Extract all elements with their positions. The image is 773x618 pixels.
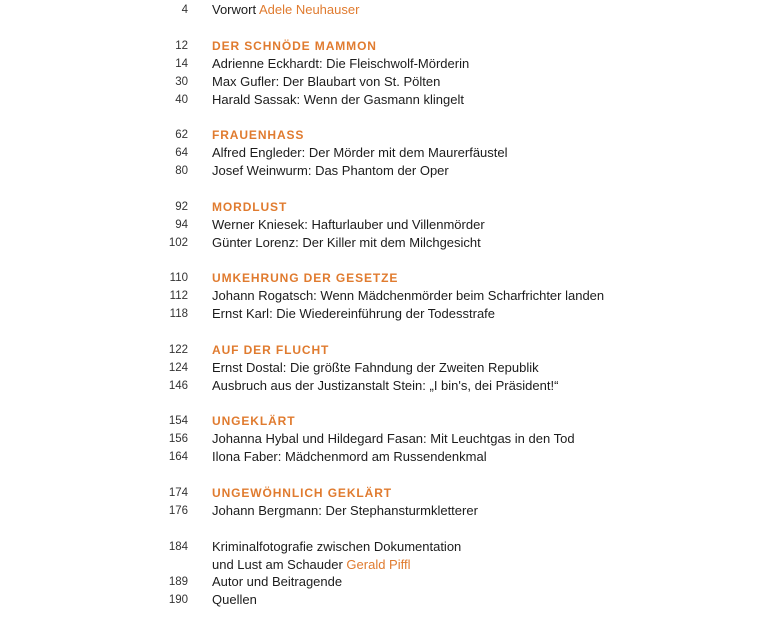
toc-title-text: Alfred Engleder: Der Mörder mit dem Maurerfäustel [212,145,508,160]
toc-section-heading [212,412,295,430]
toc-entry-title [212,234,481,252]
toc-page-number: 164 [168,451,188,463]
toc-title-text: DER SCHNÖDE MAMMON [212,39,377,53]
toc-page-number: 156 [168,433,188,445]
toc-section-heading [212,198,287,216]
toc-title-text: Johanna Hybal und Hildegard Fasan: Mit Leuchtgas in den Tod [212,431,575,446]
toc-entry-title [212,502,478,520]
toc-section-heading [212,126,304,144]
toc-title-text: Werner Kniesek: Hafturlauber und Villenmörder [212,217,485,232]
toc-page-number: 94 [175,219,188,231]
toc-title-text: Vorwort [212,2,259,17]
toc-title-text: Ausbruch aus der Justizanstalt Stein: „I bin's, dei Präsident!“ [212,378,559,393]
toc-page-number: 176 [168,505,188,517]
toc-title-text: Johann Rogatsch: Wenn Mädchenmörder beim Scharfrichter landen [212,288,605,303]
toc-page-number: 40 [175,94,188,106]
toc-title-text: UMKEHRUNG DER GESETZE [212,271,399,285]
toc-entry-title [212,55,469,73]
toc-section-heading [212,37,377,55]
toc-page-number: 80 [175,165,188,177]
toc-page-number: 12 [175,40,188,52]
toc-section-heading [212,269,398,287]
toc-entry-title [212,538,461,556]
toc-entry-title [212,73,440,91]
toc-entry-title [212,162,449,180]
toc-title-text: Josef Weinwurm: Das Phantom der Oper [212,163,449,178]
toc-page-number: 30 [175,76,188,88]
toc-entry-title [212,91,464,109]
toc-title-text: Quellen [212,592,257,607]
toc-title-text: UNGEWÖHNLICH GEKLÄRT [212,486,392,500]
toc-title-text: Max Gufler: Der Blaubart von St. Pölten [212,74,441,89]
toc-title-text: MORDLUST [212,200,288,214]
toc-page-number: 190 [168,594,188,606]
toc-entry-title [212,359,539,377]
toc-page-number: 146 [168,380,188,392]
toc-entry-title [212,556,411,574]
toc-title-text: Autor und Beitragende [212,574,343,589]
toc-entry-title [212,1,359,19]
toc-page-number: 92 [175,201,188,213]
toc-title-text: Ilona Faber: Mädchenmord am Russendenkmal [212,449,487,464]
toc-author-name: Adele Neuhauser [258,2,360,17]
toc-title-text: Ernst Karl: Die Wiedereinführung der Todesstrafe [212,306,496,321]
toc-title-text: Günter Lorenz: Der Killer mit dem Milchgesicht [212,235,481,250]
toc-page-number: 122 [168,344,188,356]
toc-entry-title [212,287,604,305]
toc-entry-title [212,305,495,323]
toc-title-text: AUF DER FLUCHT [212,343,330,357]
toc-entry-title [212,430,575,448]
toc-title-text: und Lust am Schauder [212,557,347,572]
toc-page-number: 112 [169,290,188,302]
toc-entry-title [212,216,485,234]
toc-title-text: Kriminalfotografie zwischen Dokumentation [212,539,462,554]
toc-title-text: Ernst Dostal: Die größte Fahndung der Zweiten Republik [212,360,539,375]
toc-page-number: 110 [169,272,188,284]
toc-title-text: UNGEKLÄRT [212,414,296,428]
toc-title-text: Adrienne Eckhardt: Die Fleischwolf-Mörderin [212,56,470,71]
toc-entry-title [212,573,342,591]
toc-section-heading [212,484,392,502]
toc-page-number: 189 [168,576,188,588]
toc-page-number: 64 [175,147,188,159]
toc-page-number: 102 [168,237,188,249]
toc-entry-title [212,448,487,466]
toc-title-text: FRAUENHASS [212,128,305,142]
toc-page-number: 14 [175,58,188,70]
toc-entry-title [212,591,257,609]
toc-page-number: 124 [168,362,188,374]
toc-page-number: 184 [168,541,188,553]
toc-page-number: 154 [168,415,188,427]
toc-entry-title [212,377,558,395]
toc-title-text: Johann Bergmann: Der Stephansturmkletterer [212,503,478,518]
toc-page-number: 174 [168,487,188,499]
toc-page-number: 118 [169,308,188,320]
toc-section-heading [212,341,329,359]
toc-page-number: 4 [181,4,188,16]
toc-title-text: Harald Sassak: Wenn der Gasmann klingelt [212,92,464,107]
toc-entry-title [212,144,508,162]
toc-page-number: 62 [175,129,188,141]
toc-author-name: Gerald Piffl [346,557,411,572]
